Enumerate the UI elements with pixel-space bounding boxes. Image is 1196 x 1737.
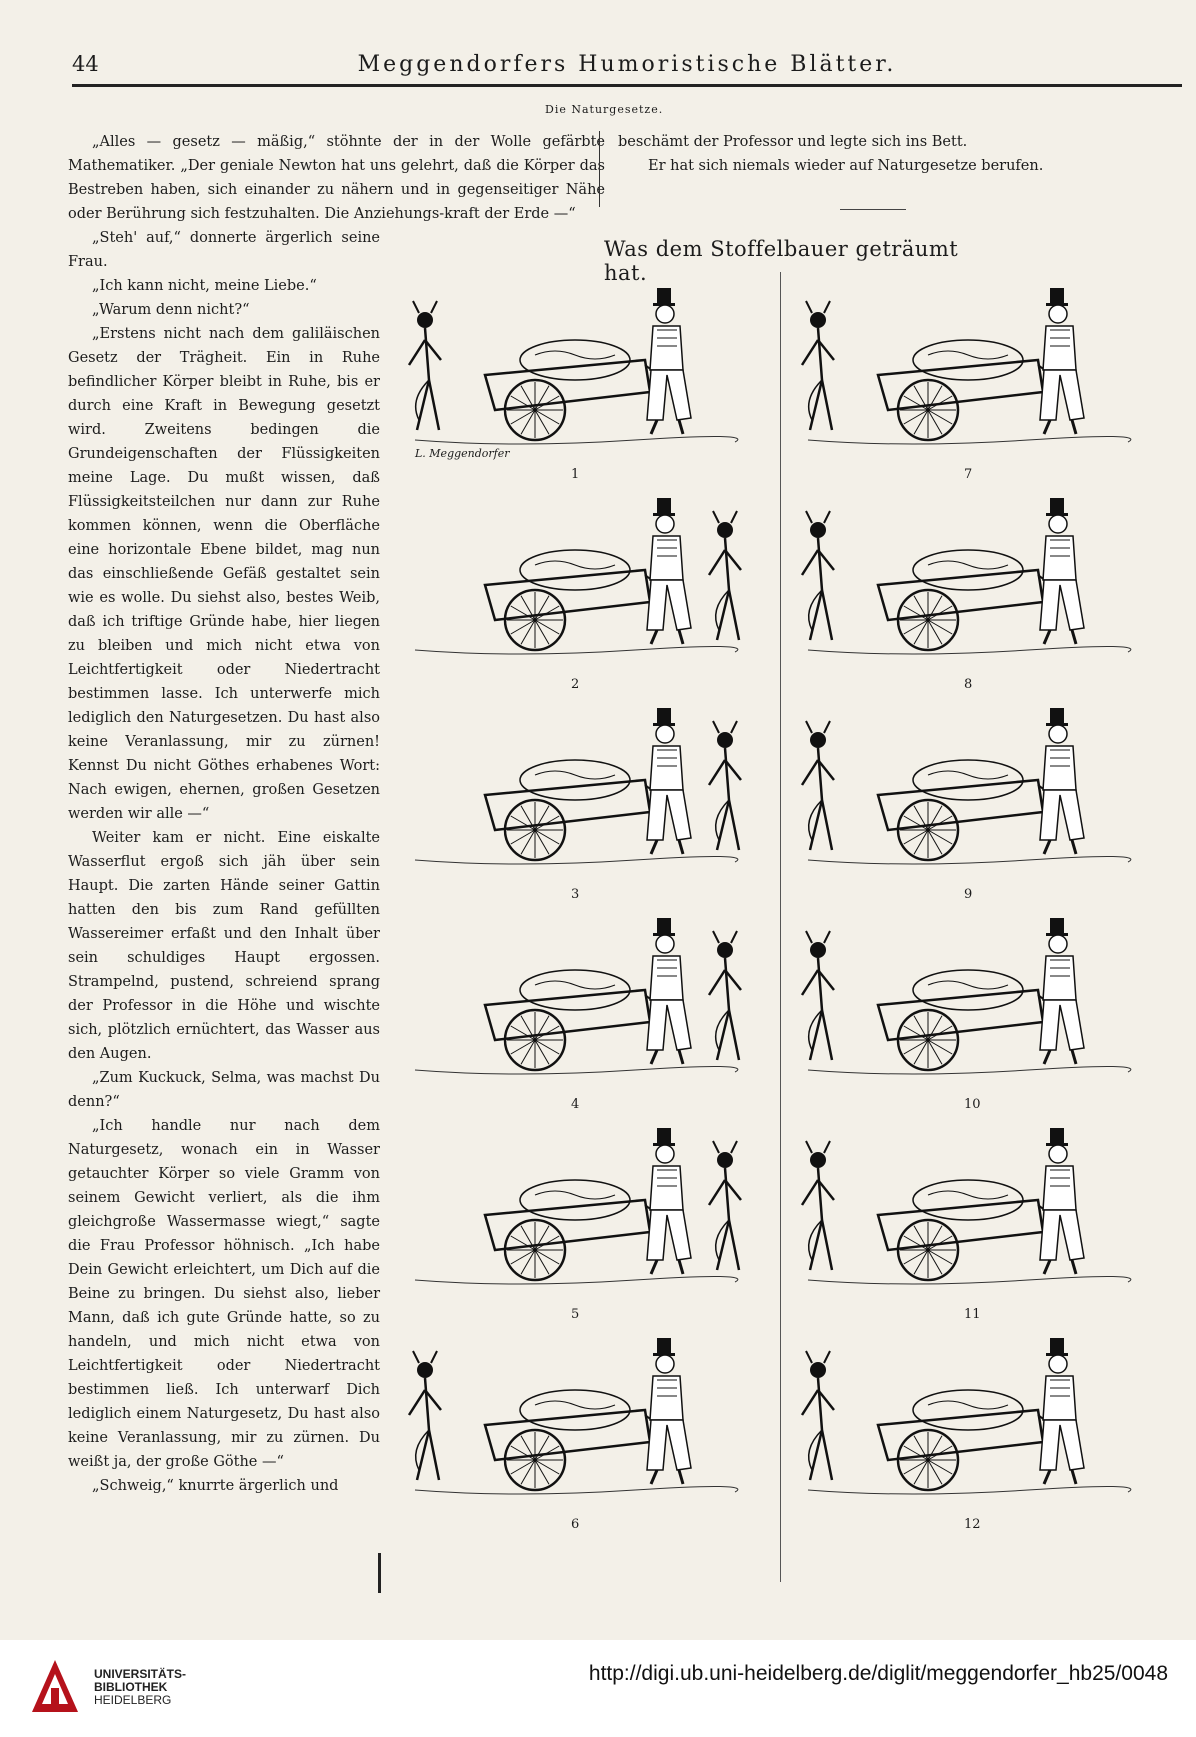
comic-panel-9 (788, 700, 1148, 902)
comic-panel-10 (788, 910, 1148, 1112)
journal-title: Meggendorfers Humoristische Blätter. (357, 52, 897, 77)
cartoon-illustration (395, 490, 755, 675)
comic-panel-7 (788, 280, 1148, 482)
panel-number: 5 (571, 1307, 580, 1322)
comic-panel-6 (395, 1330, 755, 1532)
comic-panel-5 (395, 1120, 755, 1322)
paragraph: „Ich kann nicht, meine Liebe.“ (92, 278, 317, 294)
panel-number: 7 (964, 467, 973, 482)
panel-number: 12 (964, 1517, 981, 1532)
panel-number: 9 (964, 887, 973, 902)
paragraph: „Erstens nicht nach dem galiläischen Gesetz der Trägheit. Ein in Ruhe befindlicher Körper bleibt in Ruhe, bis er durch eine Kraft in Bewegung gesetzt wird. Zweitens bedingen die Grundeigenschaften der Flüssigkeiten meine Lage. Du mußt wissen, daß Flüssigkeitsteilchen nur dann zur Ruhe kommen können, wenn die Oberfläche eine horizontale Ebene bildet, mag nun das einschließende Gefäß gestaltet sein wie es wolle. Du siehst also, bestes Weib, daß ich triftige Gründe habe, hier liegen zu bleiben und mich nicht etwa von Leichtfertigkeit oder Niedertracht bestimmen lasse. Ich unterwerfe mich lediglich den Naturgesetzen. Du hast also keine Veranlassung, mir zu zürnen! Kennst Du nicht Göthes erhabenes Wort: Nach ewigen, ehernen, großen Gesetzen werden wir alle —“ (68, 326, 380, 822)
footer (0, 1640, 1196, 1737)
paragraph: Weiter kam er nicht. Eine eiskalte Wasserflut ergoß sich jäh über sein Haupt. Die zarten Hände seiner Gattin hatten den bis zum Rand gefüllten Wassereimer erfaßt und den Inhalt über sein schuldiges Haupt ergossen. Strampelnd, pustend, schreiend sprang der Professor in die Höhe und wischte sich, plötzlich ernüchtert, das Wasser aus den Augen. (68, 830, 380, 1062)
cartoon-illustration (395, 700, 755, 885)
cartoon-illustration (395, 1330, 755, 1515)
comic-panel-8 (788, 490, 1148, 692)
panel-number: 2 (571, 677, 580, 692)
end-rule (840, 209, 906, 210)
cartoon-illustration (788, 1120, 1148, 1305)
artist-signature: L. Meggendorfer (415, 447, 510, 460)
running-header (72, 52, 1182, 82)
library-name: UNIVERSITÄTS- BIBLIOTHEK HEIDELBERG (94, 1667, 187, 1707)
comic-panel-1 (395, 280, 755, 482)
comic-panel-2 (395, 490, 755, 692)
paragraph: „Schweig,“ knurrte ärgerlich und (92, 1478, 339, 1494)
comic-panel-12 (788, 1330, 1148, 1532)
panel-number: 3 (571, 887, 580, 902)
panel-number: 11 (964, 1307, 981, 1322)
paragraph: „Alles — gesetz — mäßig,“ stöhnte der in der Wolle gefärbte Mathematiker. „Der geniale Newton hat uns gelehrt, daß die Körper das Bestreben haben, sich einander zu nähern und in gegenseitiger Nähe oder Berührung sich festzuhalten. Die Anziehungs-kraft der Erde —“ (68, 134, 605, 222)
library-logo-icon (30, 1658, 80, 1714)
panel-number: 8 (964, 677, 973, 692)
header-rule (72, 84, 1182, 87)
cartoon-illustration (788, 910, 1148, 1095)
panel-number: 1 (571, 467, 580, 482)
comic-panel-4 (395, 910, 755, 1112)
cartoon-illustration (788, 1330, 1148, 1515)
cartoon-illustration (395, 910, 755, 1095)
story-column-right (618, 130, 1098, 178)
paragraph: beschämt der Professor und legte sich ins Bett. (618, 134, 968, 150)
cartoon-illustration (395, 1120, 755, 1305)
column-divider (599, 131, 600, 207)
comic-strip (395, 272, 1170, 1592)
comic-title: Was dem Stoffelbauer geträumt hat. (604, 237, 959, 285)
paragraph: „Steh' auf,“ donnerte ärgerlich seine Frau. (68, 230, 380, 270)
source-url[interactable]: http://digi.ub.uni-heidelberg.de/diglit/meggendorfer_hb25/0048 (588, 1662, 1168, 1685)
page-number: 44 (72, 52, 99, 76)
panel-number: 10 (964, 1097, 981, 1112)
cartoon-illustration (395, 280, 755, 465)
paragraph: Er hat sich niemals wieder auf Naturgesetze berufen. (648, 158, 1044, 174)
comic-panel-3 (395, 700, 755, 902)
paragraph: „Warum denn nicht?“ (92, 302, 250, 318)
text-end-bar (378, 1553, 381, 1593)
comic-panel-11 (788, 1120, 1148, 1322)
cartoon-illustration (788, 280, 1148, 465)
panel-number: 4 (571, 1097, 580, 1112)
paragraph: „Zum Kuckuck, Selma, was machst Du denn?“ (68, 1070, 380, 1110)
cartoon-illustration (788, 700, 1148, 885)
panel-number: 6 (571, 1517, 580, 1532)
paragraph: „Ich handle nur nach dem Naturgesetz, wonach ein in Wasser getauchter Körper so viele Gramm von seinem Gewicht verliert, als die ihm gleichgroße Wassermasse wiegt,“ sagte die Frau Professor höhnisch. „Ich habe Dein Gewicht erleichtert, um Dich auf die Beine zu bringen. Du siehst also, lieber Mann, daß ich gute Gründe hatte, so zu handeln, und mich nicht etwa von Leichtfertigkeit oder Niedertracht bestimmen ließ. Ich unterwarf Dich lediglich einem Naturgesetz, Du hast also keine Veranlassung, mir zu zürnen. Du weißt ja, der große Göthe —“ (68, 1118, 380, 1470)
cartoon-illustration (788, 490, 1148, 675)
section-title: Die Naturgesetze. (545, 103, 664, 116)
